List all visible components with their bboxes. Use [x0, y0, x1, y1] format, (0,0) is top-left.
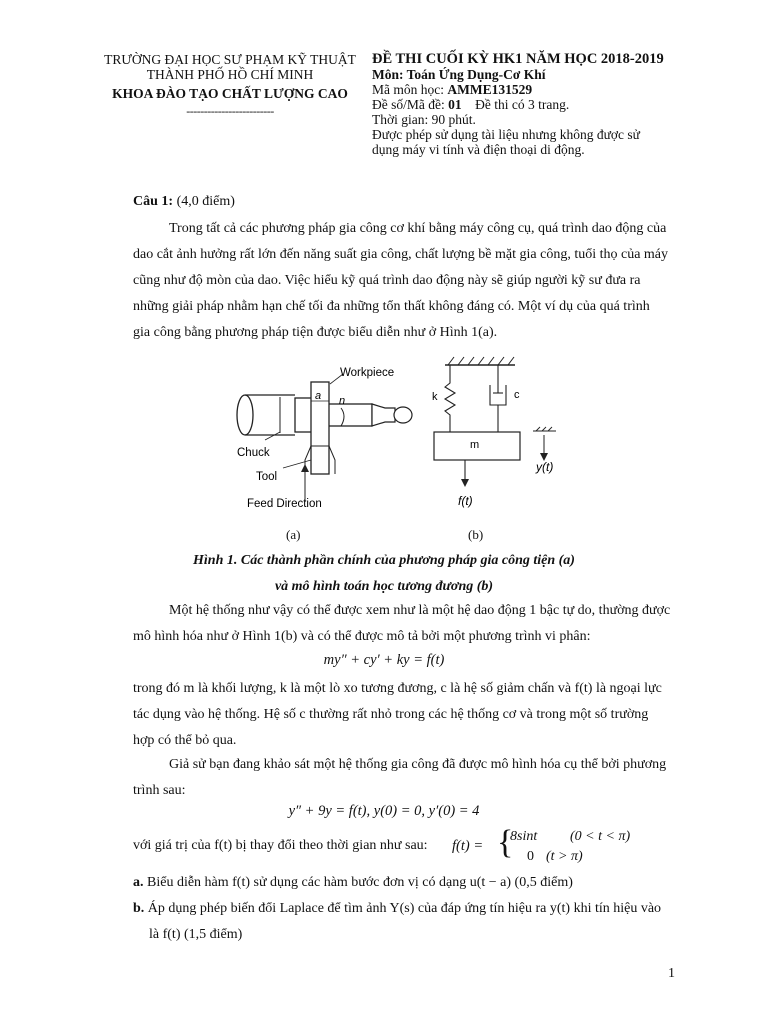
equation-specific: y″ + 9y = f(t), y(0) = 0, y′(0) = 4 — [288, 803, 480, 819]
intro-line: dao cắt ảnh hưởng rất lớn đến năng suất gia công, chất lượng bề mặt gia công, tuổi thọ của máy — [133, 247, 669, 262]
k-symbol: k — [432, 391, 438, 403]
ft-intro: với giá trị của f(t) bị thay đổi theo thời gian như sau: — [133, 838, 428, 853]
explain-line: trong đó m là khối lượng, k là một lò xo tương đương, c là hệ số giảm chấn và f(t) là ngoại lực — [133, 681, 662, 696]
figure-a-label: (a) — [286, 527, 301, 542]
exam-rules-line2: dụng máy vi tính và điện thoại di động. — [372, 142, 585, 157]
assume-line: Giả sử bạn đang khảo sát một hệ thống gia công đã được mô hình hóa cụ thể bởi phương — [169, 757, 667, 772]
figure-turning-process — [225, 360, 425, 520]
exam-number-line — [372, 97, 692, 112]
question-points: (4,0 điểm) — [173, 194, 235, 209]
exam-rules-line1: Được phép sử dụng tài liệu nhưng không được sử — [372, 127, 640, 142]
n-symbol: n — [339, 395, 346, 407]
item-b-text: Áp dụng phép biến đổi Laplace để tìm ảnh Y(s) của đáp ứng tín hiệu ra y(t) khi tín hiệu vào — [147, 901, 662, 916]
intro-line: gia công bằng phương pháp tiện được biểu diễn như ở Hình 1(a). — [133, 325, 498, 340]
exam-info — [372, 52, 692, 157]
figure-caption-line1: Hình 1. Các thành phần chính của phương pháp gia công tiện (a) — [193, 553, 575, 568]
item-b-label: b. — [133, 901, 145, 916]
faculty-name: KHOA ĐÀO TẠO CHẤT LƯỢNG CAO — [112, 86, 348, 101]
chuck-label: Chuck — [237, 447, 270, 459]
pages-note: Đề thi có 3 trang. — [475, 97, 570, 112]
intro-line: cũng như độ mòn của dao. Việc hiểu kỹ quá trình dao động này sẽ giúp người kỹ sư đưa ra — [133, 273, 641, 288]
tool-label: Tool — [256, 471, 278, 483]
explain-line: tác dụng vào hệ thống. Hệ số c thường rất nhỏ trong các hệ thống cơ và trong một số trường — [133, 707, 649, 722]
ft-lhs: f(t) = — [452, 838, 484, 854]
item-a-label: a. — [133, 875, 144, 890]
intro-line: Trong tất cả các phương pháp gia công cơ khí bằng máy công cụ, quá trình dao động của — [169, 221, 667, 236]
school-header — [95, 52, 365, 119]
figure-mass-spring-damper — [420, 355, 570, 515]
exam-subject: Môn: Toán Ứng Dụng-Cơ Khí — [372, 67, 546, 82]
exam-duration: Thời gian: 90 phút. — [372, 112, 476, 127]
explain-paragraph — [133, 676, 698, 754]
item-a-text: Biểu diễn hàm f(t) sử dụng các hàm bước đơn vị có dạng u(t − a) (0,5 điểm) — [147, 875, 573, 890]
ft-case2-value: 0 — [527, 849, 534, 864]
item-b-continuation: là f(t) (1,5 điểm) — [149, 927, 243, 942]
model-line: mô hình hóa như ở Hình 1(b) và có thể được mô tả bởi một phương trình vi phân: — [133, 629, 591, 644]
item-b — [133, 896, 713, 922]
exam-number-label: Đề số/Mã đề: — [372, 97, 449, 112]
ft-case1-value: 8sint — [510, 829, 538, 844]
course-code: AMME131529 — [447, 82, 533, 97]
ft-case1-condition: (0 < t < π) — [570, 829, 631, 844]
m-symbol: m — [470, 439, 480, 451]
c-symbol: c — [514, 389, 520, 401]
figure-caption-line2: và mô hình toán học tương đương (b) — [274, 579, 494, 594]
force-symbol: f(t) — [458, 494, 473, 508]
explain-line: hợp có thể bỏ qua. — [133, 733, 237, 748]
piecewise-brace: { — [497, 824, 514, 861]
model-line: Một hệ thống như vậy có thể được xem như là một hệ dao động 1 bậc tự do, thường được — [169, 603, 671, 618]
y-symbol: y(t) — [536, 460, 554, 474]
page-number: 1 — [668, 966, 675, 981]
model-paragraph — [133, 598, 698, 650]
item-a — [133, 870, 713, 896]
ft-case2-condition: (t > π) — [546, 849, 583, 864]
a-symbol: a — [315, 390, 322, 402]
school-name-line1: TRƯỜNG ĐẠI HỌC SƯ PHẠM KỸ THUẬT — [104, 52, 356, 67]
question-label: Câu 1: — [133, 194, 174, 209]
exam-number: 01 — [448, 97, 462, 112]
header-separator: ------------------------- — [186, 104, 274, 118]
equation-motion: my″ + cy′ + ky = f(t) — [323, 652, 445, 668]
feed-direction-label: Feed Direction — [247, 498, 322, 510]
assume-paragraph — [133, 752, 698, 804]
exam-title: ĐỀ THI CUỐI KỲ HK1 NĂM HỌC 2018-2019 — [372, 51, 664, 67]
school-name-line2: THÀNH PHỐ HỒ CHÍ MINH — [146, 67, 314, 82]
course-code-label: Mã môn học: — [372, 82, 448, 97]
question-title — [133, 194, 235, 210]
workpiece-label: Workpiece — [340, 367, 395, 379]
intro-paragraph — [133, 216, 698, 346]
assume-line: trình sau: — [133, 783, 186, 798]
figure-b-label: (b) — [468, 527, 484, 542]
course-code-line — [372, 82, 692, 97]
intro-line: những giải pháp nhằm hạn chế tối đa những tổn thất không đáng có. Một ví dụ của quá trình — [133, 299, 650, 314]
